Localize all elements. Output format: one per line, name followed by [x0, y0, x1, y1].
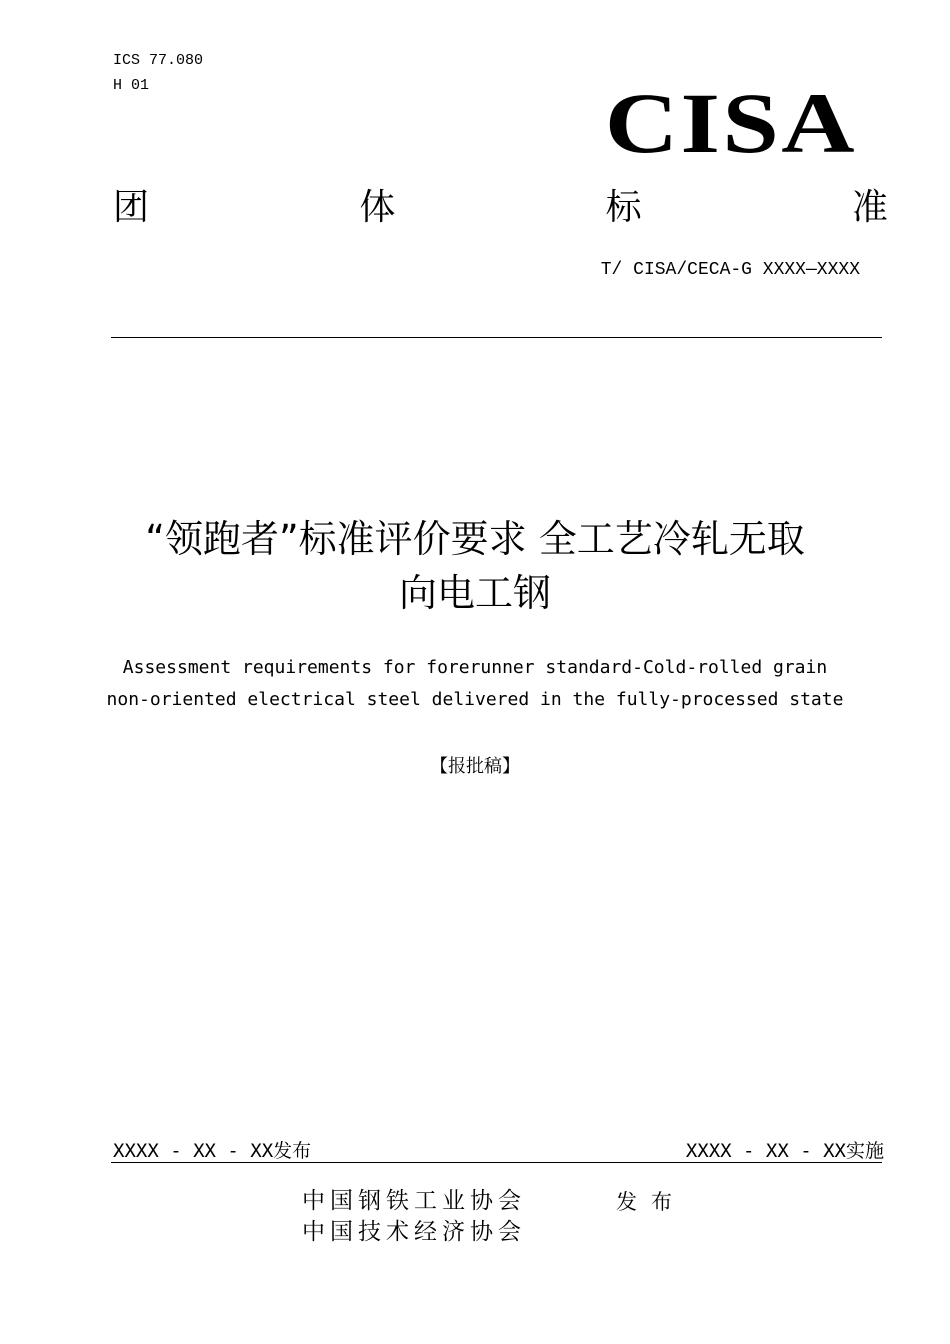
- title-chinese: [60, 512, 890, 620]
- implement-date: XXXX - XX - XX: [685, 1140, 846, 1162]
- classification-codes: [113, 48, 203, 98]
- issuer-1: 中国钢铁工业协会: [302, 1188, 526, 1214]
- title-chinese-line-2: 向电工钢: [398, 571, 551, 615]
- header-divider: [111, 337, 882, 338]
- issue-action: 发布: [616, 1190, 686, 1214]
- footer-divider: [111, 1162, 882, 1163]
- title-english-line-2: non-oriented electrical steel delivered in the fully-processed state: [106, 689, 844, 710]
- publish-label: 发布: [273, 1140, 312, 1162]
- implement-date-block: [686, 1136, 884, 1163]
- ccs-code: H 01: [113, 77, 150, 94]
- standard-type-char: 标: [605, 187, 642, 228]
- title-chinese-line-1: “领跑者”标准评价要求 全工艺冷轧无取: [145, 517, 805, 561]
- implement-label: 实施: [845, 1140, 884, 1162]
- ics-code: ICS 77.080: [113, 52, 204, 69]
- standard-type-char: 准: [851, 187, 888, 228]
- standard-type-char: 团: [113, 187, 150, 228]
- publish-date-block: [113, 1136, 311, 1163]
- title-english-line-1: Assessment requirements for forerunner standard-Cold-rolled grain: [122, 657, 828, 678]
- draft-status: 【报批稿】: [430, 756, 520, 777]
- standard-type-char: 体: [359, 187, 396, 228]
- title-english: [40, 652, 910, 716]
- dates-row: [113, 1136, 884, 1163]
- issuing-organizations: [302, 1186, 526, 1248]
- issuer-2: 中国技术经济协会: [302, 1219, 526, 1245]
- publish-date: XXXX - XX - XX: [113, 1140, 274, 1162]
- standard-type: [113, 186, 888, 230]
- cisa-logo: CISA: [604, 75, 857, 171]
- standard-number: T/ CISA/CECA-G XXXX—XXXX: [600, 260, 860, 280]
